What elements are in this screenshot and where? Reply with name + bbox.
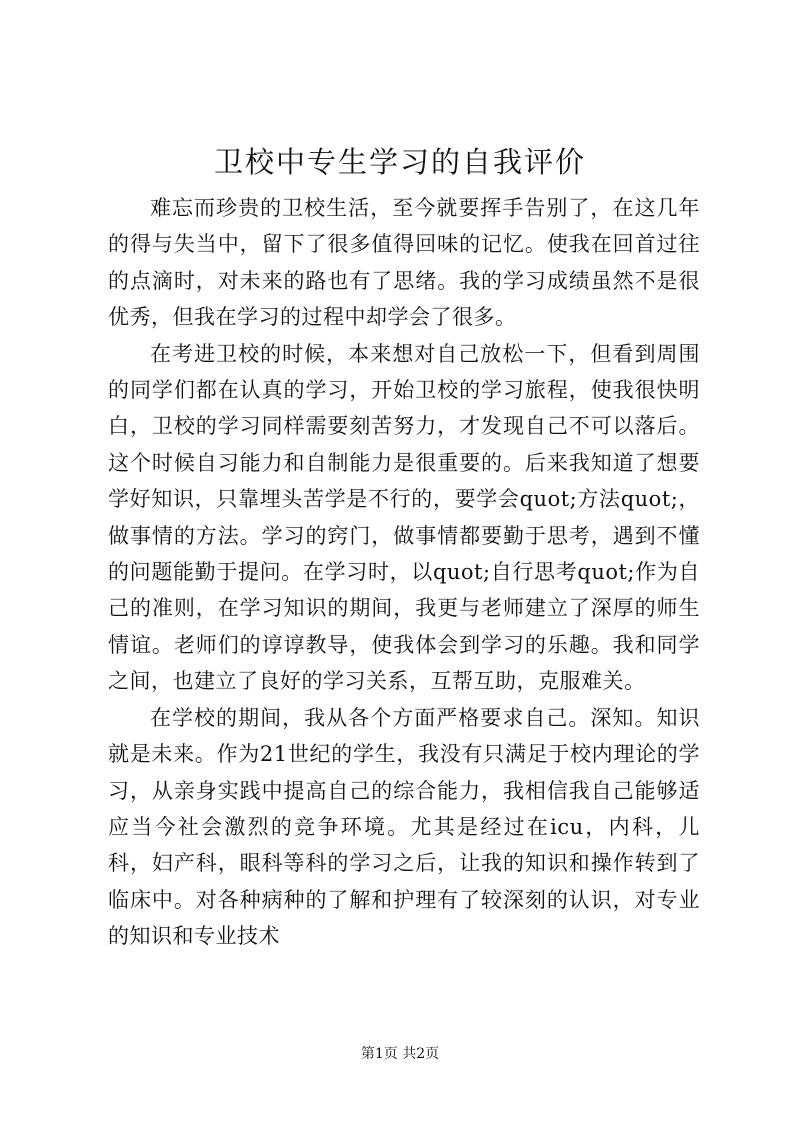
page-number-footer: 第1页 共2页 [360,1046,440,1062]
document-body [108,190,700,955]
paragraph: 在考进卫校的时候，本来想对自己放松一下，但看到周围的同学们都在认真的学习，开始卫校的学习旅程，使我很快明白，卫校的学习同样需要刻苦努力，才发现自己不可以落后。这个时候自习能力和自制能力是很重要的。后来我知道了想要学好知识，只靠埋头苦学是不行的，要学会quot;方法quot;，做事情的方法。学习的窍门，做事情都要勤于思考，遇到不懂的问题能勤于提问。在学习时，以quot;自行思考quot;作为自己的准则，在学习知识的期间，我更与老师建立了深厚的师生情谊。老师们的谆谆教导，使我体会到学习的乐趣。我和同学之间，也建立了良好的学习关系，互帮互助，克服难关。 [108,341,700,694]
paragraph: 在学校的期间，我从各个方面严格要求自己。深知。知识就是未来。作为21世纪的学生，我没有只满足于校内理论的学习，从亲身实践中提高自己的综合能力，我相信我自己能够适应当今社会激烈的竞争环境。尤其是经过在icu，内科，儿科，妇产科，眼科等科的学习之后，让我的知识和操作转到了临床中。对各种病种的了解和护理有了较深刻的认识，对专业的知识和专业技术 [108,705,700,949]
paragraph: 难忘而珍贵的卫校生活，至今就要挥手告别了，在这几年的得与失当中，留下了很多值得回味的记忆。使我在回首过往的点滴时，对未来的路也有了思绪。我的学习成绩虽然不是很优秀，但我在学习的过程中却学会了很多。 [108,196,700,330]
page-title: 卫校中专生学习的自我评价 [213,145,586,179]
